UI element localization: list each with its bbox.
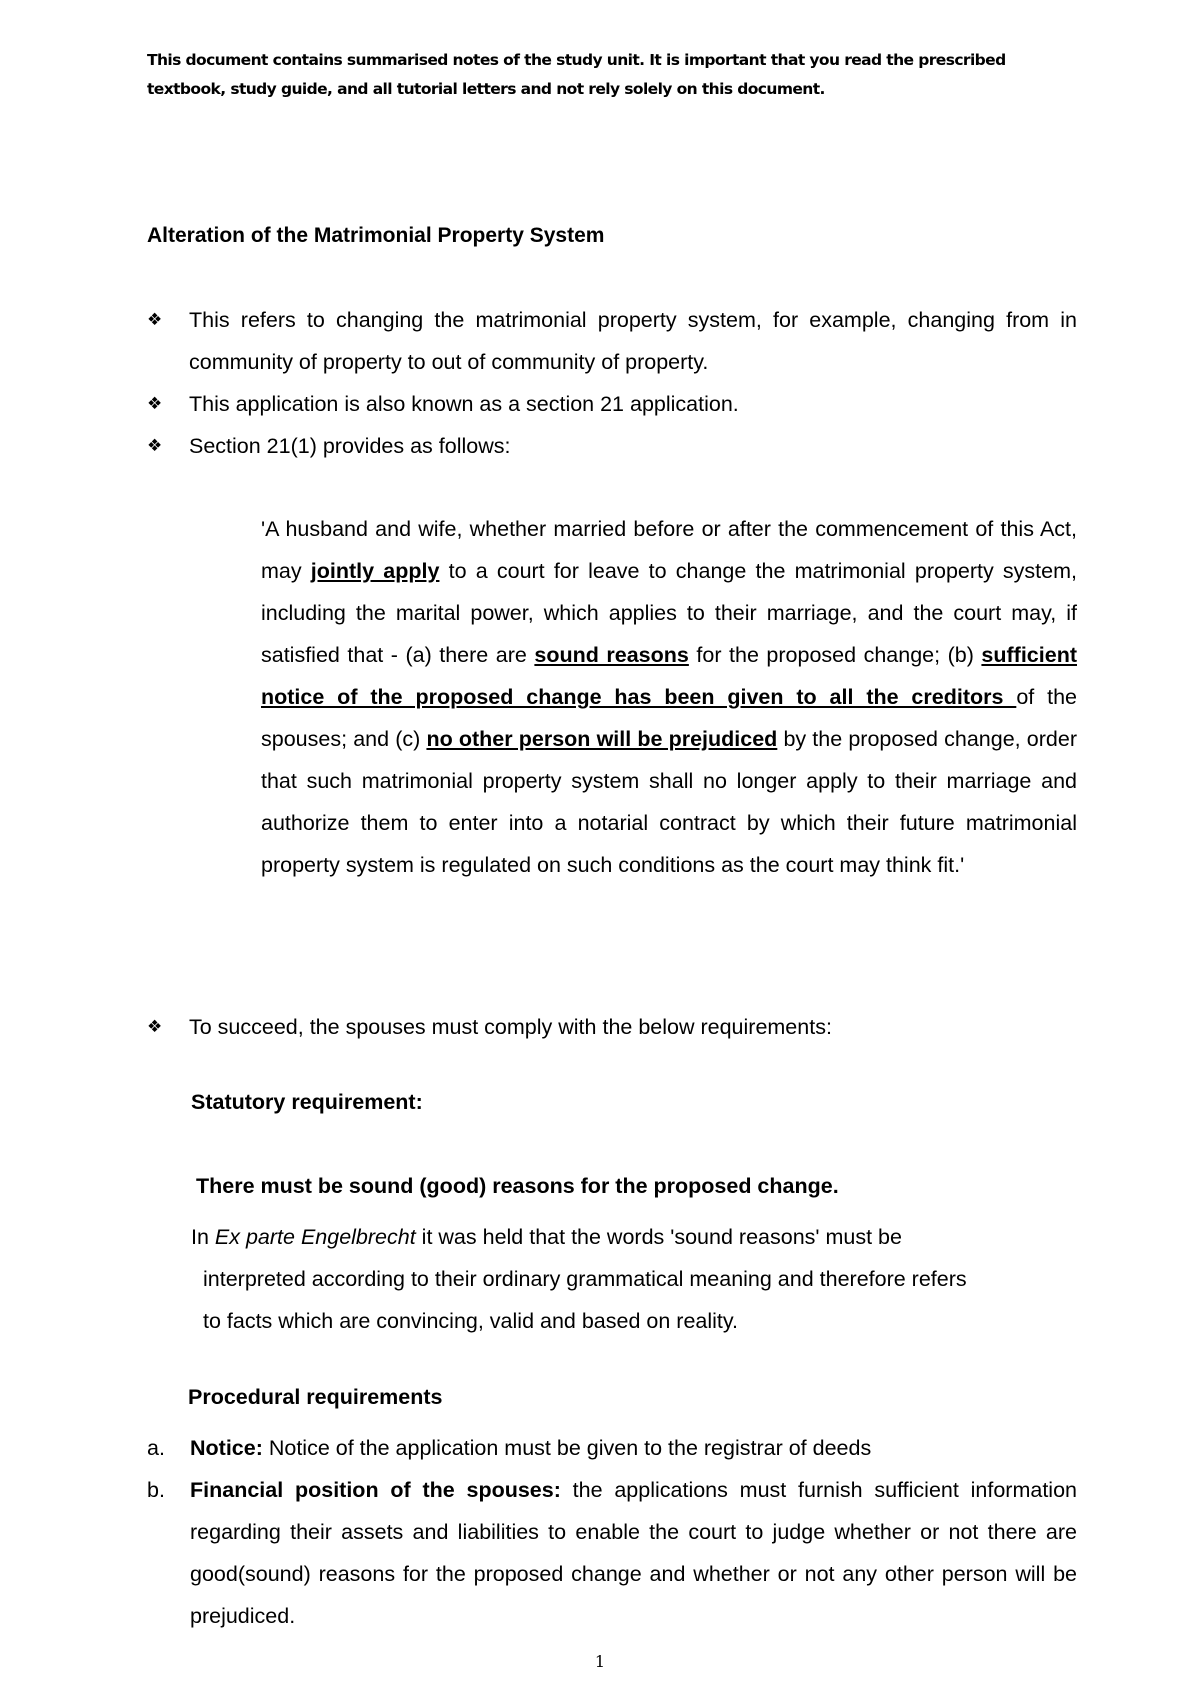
bullet-text: To succeed, the spouses must comply with the below requirements: (189, 1015, 832, 1039)
page-number: 1 (594, 1652, 606, 1671)
list-item-text: Notice of the application must be given to the registrar of deeds (262, 1436, 872, 1460)
paragraph-text: it was held that the words 'sound reasons' must be (415, 1225, 902, 1249)
four-diamond-bullet-icon: ❖ (147, 310, 163, 330)
paragraph-line: to facts which are convincing, valid and based on reality. (203, 1309, 739, 1333)
bullet-text: This application is also known as a section 21 application. (189, 392, 739, 416)
list-marker: b. (147, 1478, 165, 1502)
bullet-text: Section 21(1) provides as follows: (189, 434, 511, 458)
quote-emphasis-jointly-apply: jointly apply (310, 559, 440, 583)
quote-text: for the proposed change; (b) (688, 643, 982, 667)
bullet-text: This refers to changing the matrimonial property system, for example, changing from in community of property to out of community of property. (189, 308, 1077, 374)
section-21-quote (261, 508, 1077, 886)
list-item-label: Notice: (190, 1436, 263, 1460)
list-item-label: Financial position of the spouses: (190, 1478, 561, 1502)
disclaimer-note: This document contains summarised notes of the study unit. It is important that you read the prescribed textbook, study guide, and all tutorial letters and not rely solely on this document. (147, 51, 1006, 98)
quote-text: of the spouses; and (c) (261, 685, 1077, 751)
list-marker: a. (147, 1436, 165, 1460)
quote-text: 'A husband and wife, whether married before or after the commencement of this Act, may (261, 517, 1077, 583)
quote-text: by the proposed change, order that such matrimonial property system shall no longer apply to their marriage and authorize them to enter into a notarial contract by which their future matrimonial property system is regulated on such conditions as the court may think fit.' (261, 727, 1077, 877)
quote-emphasis-no-prejudice: no other person will be prejudiced (426, 727, 778, 751)
four-diamond-bullet-icon: ❖ (147, 1017, 163, 1037)
page-title: Alteration of the Matrimonial Property System (147, 224, 605, 247)
bullet-item (147, 425, 1077, 467)
list-item (147, 1427, 1077, 1469)
quote-emphasis-sound-reasons: sound reasons (534, 643, 689, 667)
bullet-item (147, 1006, 1077, 1048)
bullet-item (147, 299, 1077, 383)
paragraph-line: interpreted according to their ordinary grammatical meaning and therefore refers (203, 1267, 967, 1291)
bullet-item (147, 383, 1077, 425)
list-item (147, 1469, 1077, 1637)
statutory-heading: Statutory requirement: (191, 1090, 423, 1114)
quote-emphasis-sufficient-notice: sufficient notice of the proposed change has been given to all the creditors (261, 643, 1077, 709)
list-item-text: the applications must furnish sufficient information regarding their assets and liabilities to enable the court to judge whether or not there are good(sound) reasons for the proposed change and whether or not any other person will be prejudiced. (190, 1478, 1077, 1628)
bullet-list-requirements (147, 1006, 1077, 1048)
paragraph-text: In (191, 1225, 215, 1249)
four-diamond-bullet-icon: ❖ (147, 394, 163, 414)
bullet-list (147, 299, 1077, 467)
procedural-list (147, 1427, 1077, 1637)
sound-reasons-heading: There must be sound (good) reasons for the proposed change. (196, 1174, 839, 1198)
paragraph-line (191, 1216, 1077, 1258)
four-diamond-bullet-icon: ❖ (147, 436, 163, 456)
engelbrecht-paragraph (191, 1216, 1077, 1342)
case-name: Ex parte Engelbrecht (214, 1225, 416, 1249)
procedural-heading: Procedural requirements (188, 1385, 443, 1409)
quote-text: to a court for leave to change the matrimonial property system, including the marital power, which applies to their marriage, and the court may, if satisfied that - (a) there are (261, 559, 1077, 667)
